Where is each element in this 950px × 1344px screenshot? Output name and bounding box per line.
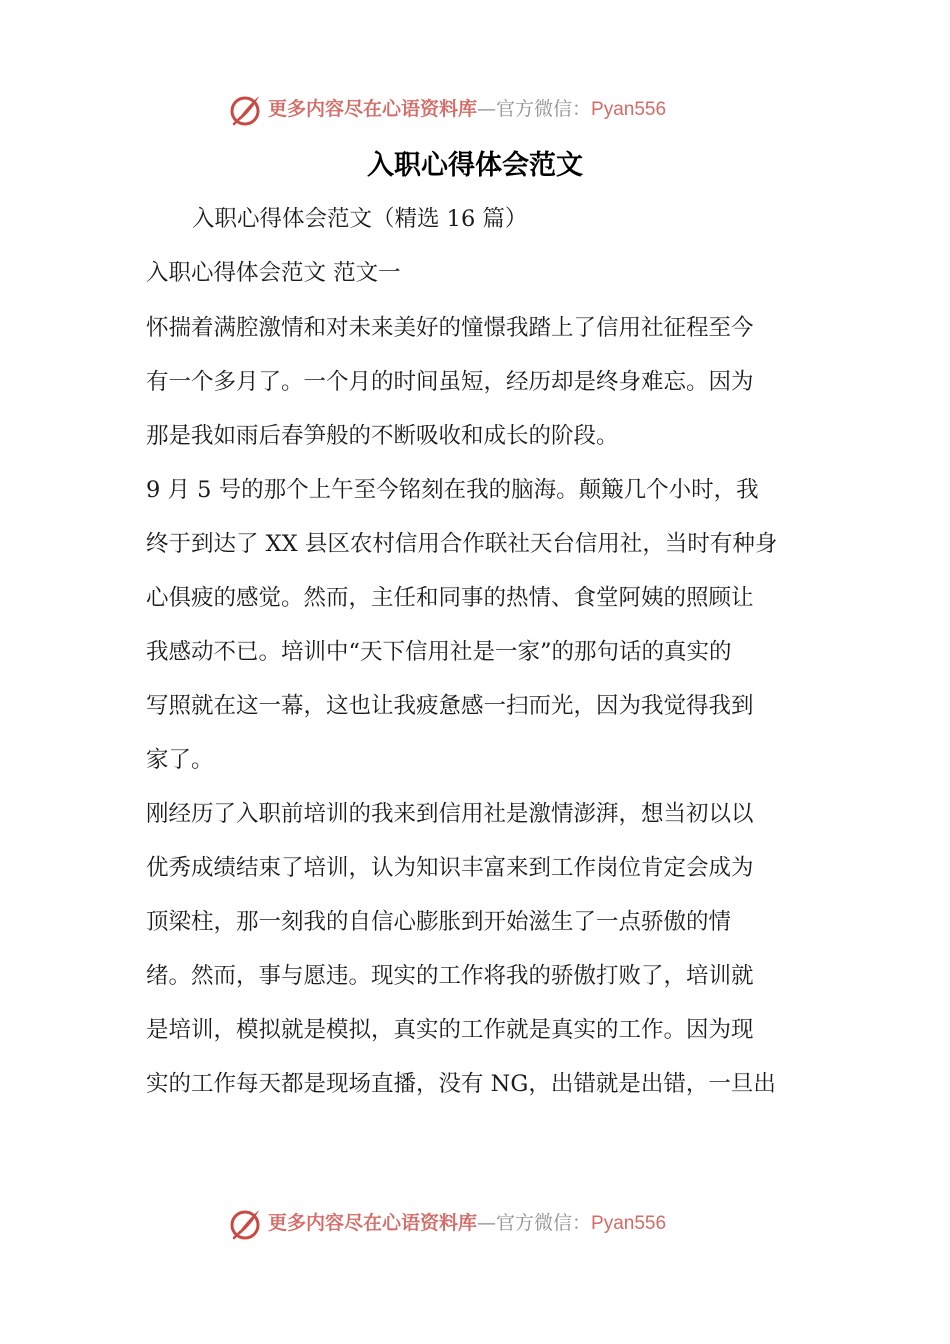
banner-site-text: 更多内容尽在心语资料库 — [268, 98, 478, 120]
body-line: 优秀成绩结束了培训，认为知识丰富来到工作岗位肯定会成为 — [146, 855, 754, 881]
document-subtitle: 入职心得体会范文（精选 16 篇） — [192, 206, 528, 232]
body-line: 那是我如雨后春笋般的不断吸收和成长的阶段。 — [146, 423, 619, 449]
banner-wechat-label: —官方微信： — [477, 98, 592, 120]
banner-text — [268, 94, 666, 125]
banner-wechat-id: Pyan556 — [591, 99, 667, 120]
body-line: 终于到达了 XX 县区农村信用合作联社天台信用社，当时有种身 — [146, 531, 778, 557]
banner-site-text: 更多内容尽在心语资料库 — [268, 1212, 478, 1234]
body-line: 刚经历了入职前培训的我来到信用社是激情澎湃，想当初以以 — [146, 801, 754, 827]
body-line: 家了。 — [146, 747, 214, 773]
banner-text — [268, 1208, 666, 1239]
body-line: 9 月 5 号的那个上午至今铭刻在我的脑海。颠簸几个小时，我 — [146, 477, 759, 503]
section-heading: 入职心得体会范文 范文一 — [146, 260, 401, 286]
body-line: 实的工作每天都是现场直播，没有 NG，出错就是出错，一旦出 — [146, 1071, 776, 1097]
body-line: 我感动不已。培训中“天下信用社是一家”的那句话的真实的 — [146, 639, 732, 665]
body-line: 绪。然而，事与愿违。现实的工作将我的骄傲打败了，培训就 — [146, 963, 754, 989]
footer-banner — [0, 1202, 950, 1246]
banner-wechat-label: —官方微信： — [477, 1212, 592, 1234]
body-line: 顶梁柱，那一刻我的自信心膨胀到开始滋生了一点骄傲的情 — [146, 909, 732, 935]
body-line: 心俱疲的感觉。然而，主任和同事的热情、食堂阿姨的照顾让 — [146, 585, 754, 611]
body-line: 怀揣着满腔激情和对未来美好的憧憬我踏上了信用社征程至今 — [146, 315, 754, 341]
quill-logo-icon — [228, 92, 264, 128]
header-banner — [0, 88, 950, 132]
body-line: 写照就在这一幕，这也让我疲惫感一扫而光，因为我觉得我到 — [146, 693, 754, 719]
banner-wechat-id: Pyan556 — [591, 1213, 667, 1234]
body-line: 是培训，模拟就是模拟，真实的工作就是真实的工作。因为现 — [146, 1017, 754, 1043]
body-line: 有一个多月了。一个月的时间虽短，经历却是终身难忘。因为 — [146, 369, 754, 395]
document-title: 入职心得体会范文 — [367, 150, 583, 181]
quill-logo-icon — [228, 1206, 264, 1242]
